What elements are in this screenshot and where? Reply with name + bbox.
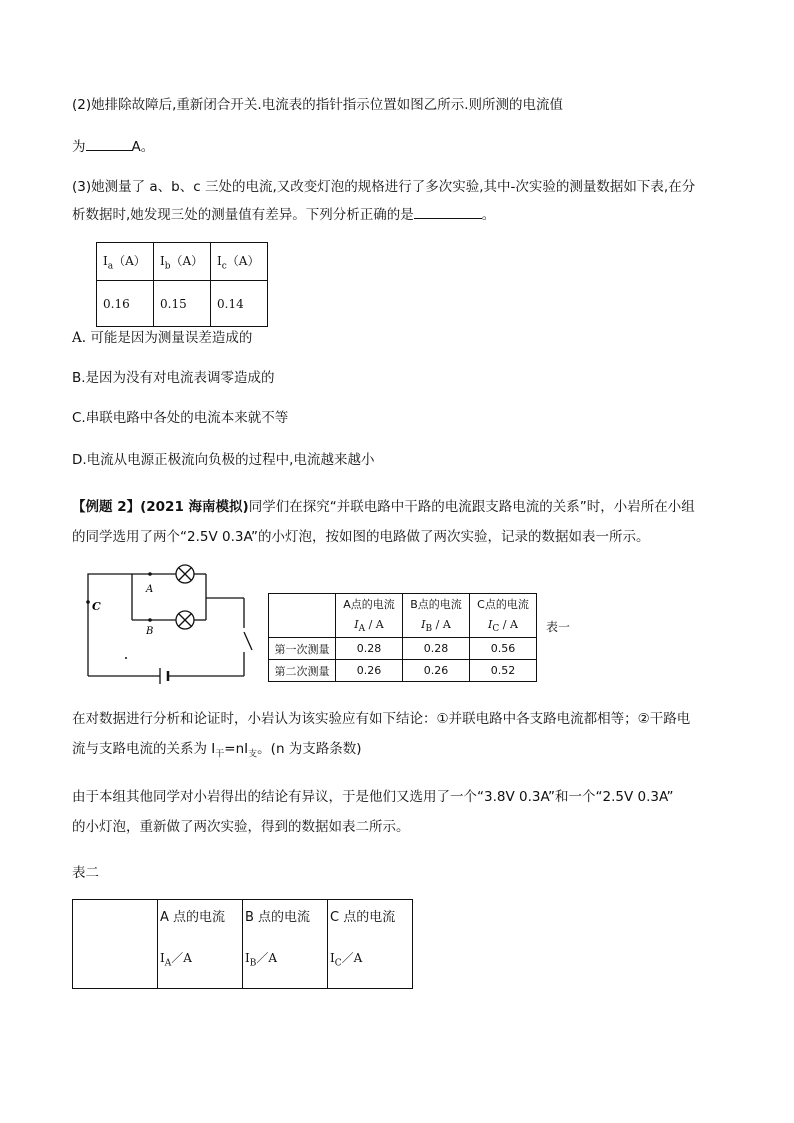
q3-value-ia: 0.16 (97, 281, 154, 327)
table-1 (268, 593, 537, 682)
table2-caption: 表二 (72, 865, 99, 881)
q3-data-table (96, 242, 268, 327)
q2-suffix: A。 (131, 139, 155, 155)
lamp-top-icon (176, 565, 194, 583)
q3-answer-blank[interactable] (414, 204, 482, 219)
conclusion-line-1: 在对数据进行分析和论证时，小岩认为该实验应有如下结论：①并联电路中各支路电流都相等；②干路电 (72, 711, 691, 727)
q3-option-d: D.电流从电源正极流向负极的过程中,电流越来越小 (72, 452, 375, 468)
circuit-label-c: C (92, 600, 101, 613)
q3-header-ib: $I_b(A)$ (154, 243, 211, 281)
dispute-line-1: 由于本组其他同学对小岩得出的结论有异议，于是他们又选用了一个“3.8V 0.3A”和一个“2.5V 0.3A” (72, 789, 674, 805)
example2-line-1 (72, 498, 695, 516)
table2-header-a: A 点的电流 $I_A/A$ (158, 900, 243, 989)
dispute-line-2: 的小灯泡，重新做了两次实验，得到的数据如表二所示。 (72, 819, 410, 835)
lamp-bottom-icon (176, 611, 194, 629)
table1-row (269, 660, 537, 682)
table1-row-label: 第二次测量 (269, 660, 336, 682)
q3-line-1: (3)她测量了 a、b、c 三处的电流,又改变灯泡的规格进行了多次实验,其中-次实验的测量数据如下表,在分 (72, 179, 696, 195)
q3-line-2-text: 析数据时,她发现三处的测量值有差异。下列分析正确的是 (72, 207, 414, 223)
q2-prefix: 为 (72, 139, 86, 155)
table1-row (269, 638, 537, 660)
example2-line-1-rest: 同学们在探究“并联电路中干路的电流跟支路电流的关系”时，小岩所在小组 (248, 499, 695, 515)
table1-corner (269, 594, 336, 638)
table2-corner (73, 900, 158, 989)
q2-line-2 (72, 136, 154, 156)
q2-answer-blank[interactable] (86, 136, 132, 151)
table2-header-b: B 点的电流 $I_B/A$ (243, 900, 328, 989)
battery-icon (160, 668, 168, 684)
table1-row-label: 第一次测量 (269, 638, 336, 660)
table1-cell: 0.26 (336, 660, 403, 682)
q3-header-ic: $I_c(A)$ (211, 243, 268, 281)
table1-cell: 0.56 (470, 638, 537, 660)
q3-value-ic: 0.14 (211, 281, 268, 327)
table1-cell: 0.52 (470, 660, 537, 682)
q3-line-2-suffix: 。 (481, 207, 496, 223)
parallel-circuit-diagram (84, 562, 256, 686)
example2-line-2: 的同学选用了两个“2.5V 0.3A”的小灯泡，按如图的电路做了两次实验，记录的数据如表一所示。 (72, 529, 650, 545)
table1-header-c: C点的电流 $I_C$ / A (470, 594, 537, 638)
q3-line-2 (72, 204, 495, 224)
q3-option-c: C.串联电路中各处的电流本来就不等 (72, 410, 289, 426)
circuit-label-a: A (146, 584, 154, 595)
conclusion-line-2: 流与支路电流的关系为 $I_干=nI_支$。(n 为支路条数) (72, 741, 362, 760)
circuit-label-b: B (146, 626, 154, 637)
q3-header-ia: $I_a(A)$ (97, 243, 154, 281)
table1-cell: 0.28 (336, 638, 403, 660)
q3-value-ib: 0.15 (154, 281, 211, 327)
table1-header-a: A点的电流 $I_A$ / A (336, 594, 403, 638)
table1-header-b: B点的电流 $I_B$ / A (403, 594, 470, 638)
table1-cell: 0.28 (403, 638, 470, 660)
example2-source: (2021 海南模拟) (140, 499, 249, 515)
table1-caption: 表一 (546, 620, 571, 634)
q2-line-1: (2)她排除故障后,重新闭合开关.电流表的指针指示位置如图乙所示.则所测的电流值 (72, 97, 563, 113)
example2-tag: 【例题 2】 (72, 499, 141, 515)
table-2 (72, 899, 413, 989)
table1-cell: 0.26 (403, 660, 470, 682)
table2-header-c: C 点的电流 $I_C/A$ (328, 900, 413, 989)
q3-option-b: B.是因为没有对电流表调零造成的 (72, 370, 275, 386)
q3-option-a: A. 可能是因为测量误差造成的 (72, 330, 253, 346)
